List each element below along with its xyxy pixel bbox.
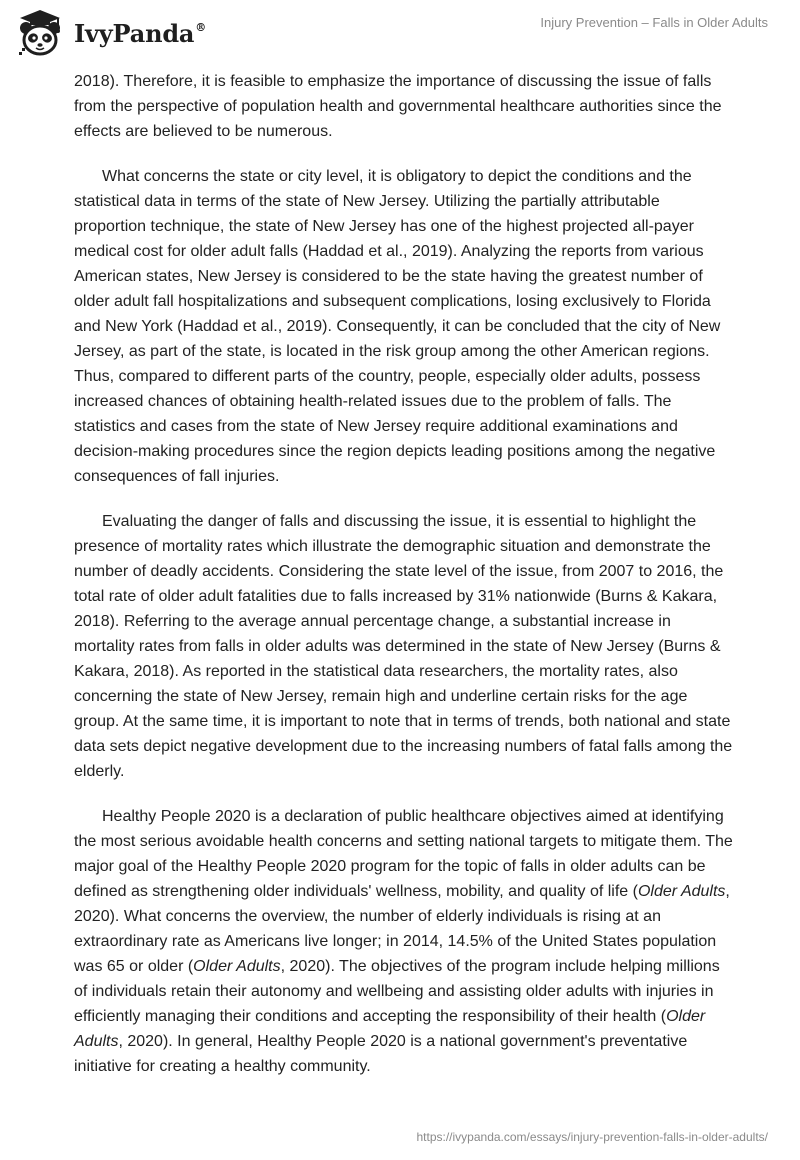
citation-title: Older Adults — [74, 1008, 706, 1050]
source-url[interactable]: https://ivypanda.com/essays/injury-prevention-falls-in-older-adults/ — [416, 1130, 768, 1144]
paragraph-4: Healthy People 2020 is a declaration of public healthcare objectives aimed at identifying the most serious avoidable health concerns and setting national targets to mitigate them. The major goal of the Healthy People 2020 program for the topic of falls in older adults can be defined as strengthening older individuals' wellness, mobility, and quality of life (Older Adults, 2020). What concerns the overview, the number of elderly individuals is rising at an extraordinary rate as Americans live longer; in 2014, 14.5% of the United States population was 65 or older (Older Adults, 2020). The objectives of the program include helping millions of individuals retain their autonomy and wellbeing and assisting older adults with injuries in efficiently managing their conditions and accepting the responsibility of their health (Older Adults, 2020). In general, Healthy People 2020 is a national government's preventative initiative for creating a healthy community. — [74, 808, 733, 1075]
paragraph-3: Evaluating the danger of falls and discussing the issue, it is essential to highlight the presence of mortality rates which illustrate the demographic situation and demonstrate the number of deadly accidents. Considering the state level of the issue, from 2007 to 2016, the total rate of older adult fatalities due to falls increased by 31% nationwide (Burns & Kakara, 2018). Referring to the average annual percentage change, a substantial increase in mortality rates from falls in older adults was determined in the state of New Jersey (Burns & Kakara, 2018). As reported in the statistical data researchers, the mortality rates, also concerning the state of New Jersey, remain high and underline certain risks for the age group. At the same time, it is important to note that in terms of trends, both national and state data sets depict negative development due to the increasing numbers of fatal falls among the elderly. — [74, 513, 733, 780]
logo-text: IvyPanda® — [74, 18, 207, 48]
paragraph-1: 2018). Therefore, it is feasible to emphasize the importance of discussing the issue of falls from the perspective of population health and governmental healthcare authorities since the effects are believed to be numerous. — [74, 73, 722, 140]
citation-title: Older Adults — [637, 883, 726, 900]
citation-title: Older Adults — [193, 958, 281, 975]
document-title: Injury Prevention – Falls in Older Adults — [540, 15, 768, 30]
page-header — [0, 0, 800, 70]
essay-content — [74, 69, 734, 1099]
panda-graduate-icon — [14, 8, 66, 58]
paragraph-2: What concerns the state or city level, it is obligatory to depict the conditions and the statistical data in terms of the state of New Jersey. Utilizing the partially attributable proportion technique, the state of New Jersey has one of the highest projected all-payer medical cost for older adult falls (Haddad et al., 2019). Analyzing the reports from various American states, New Jersey is considered to be the state having the greatest number of older adult fall hospitalizations and subsequent complications, losing exclusively to Florida and New York (Haddad et al., 2019). Consequently, it can be concluded that the city of New Jersey, as part of the state, is located in the risk group among the other American regions. Thus, compared to different parts of the country, people, especially older adults, possess increased chances of obtaining health-related issues due to the problem of falls. The statistics and cases from the state of New Jersey require additional examinations and decision-making procedures since the region depicts leading positions among the negative consequences of fall injuries. — [74, 168, 721, 485]
ivypanda-logo[interactable] — [14, 8, 206, 58]
